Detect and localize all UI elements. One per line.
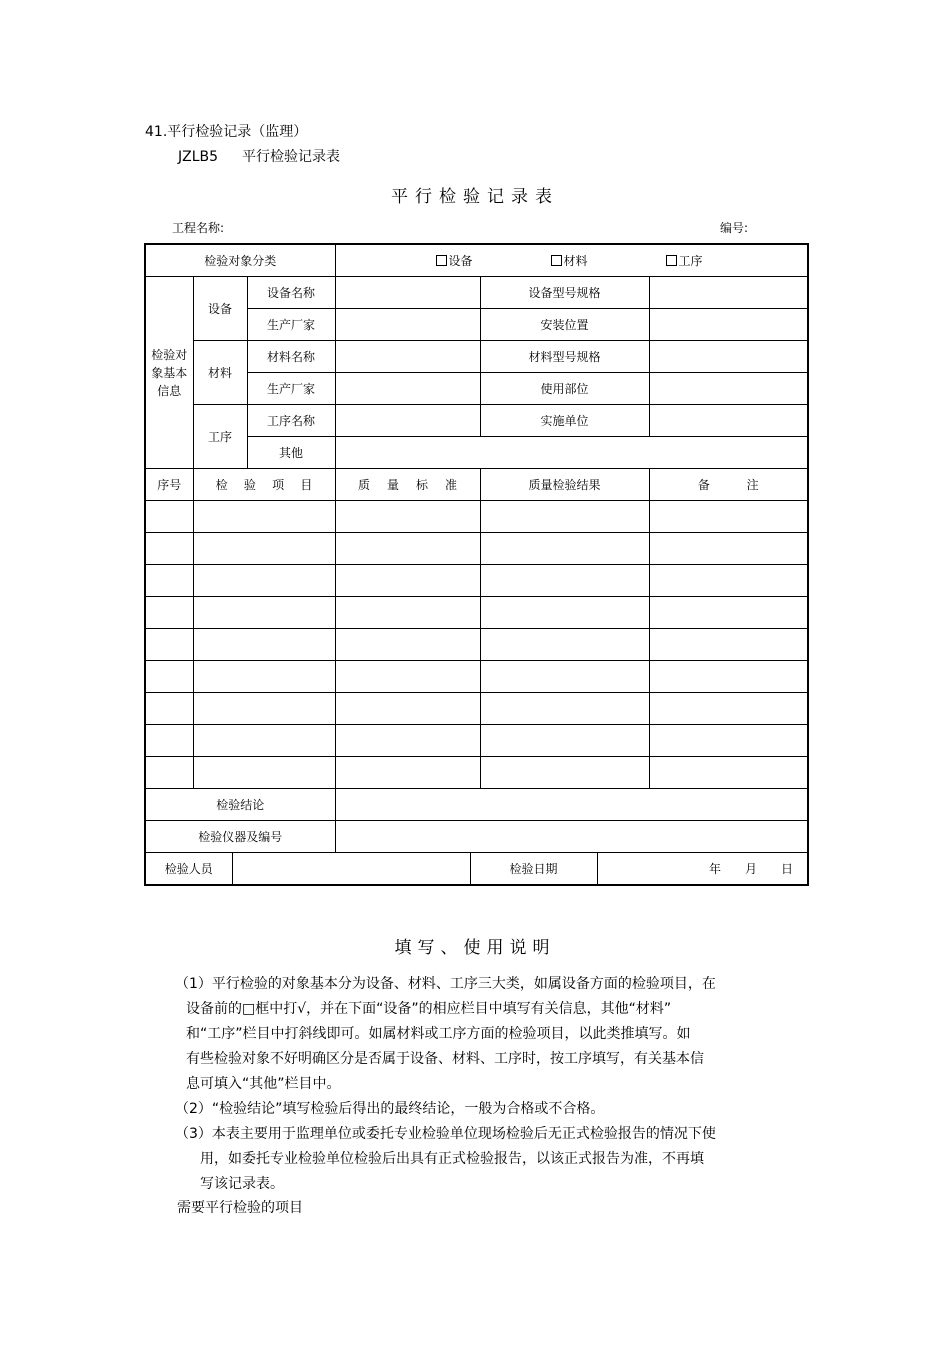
equipment-name-field[interactable]	[335, 277, 480, 309]
instruction-2: （2）“检验结论”填写检验后得出的最终结论，一般为合格或不合格。	[175, 1101, 605, 1117]
seq-cell[interactable]	[145, 565, 193, 597]
equipment-location-label: 安装位置	[480, 309, 649, 341]
process-row-1	[145, 405, 808, 437]
seq-cell[interactable]	[145, 725, 193, 757]
result-cell[interactable]	[480, 533, 649, 565]
seq-cell[interactable]	[145, 693, 193, 725]
column-header-row	[145, 469, 808, 501]
other-field[interactable]	[335, 437, 808, 469]
signature-cell	[145, 853, 808, 886]
item-cell[interactable]	[193, 533, 335, 565]
item-cell[interactable]	[193, 725, 335, 757]
process-name-field[interactable]	[335, 405, 480, 437]
equipment-location-field[interactable]	[649, 309, 808, 341]
project-name-label: 工程名称:	[172, 221, 225, 235]
item-cell[interactable]	[193, 661, 335, 693]
standard-cell[interactable]	[335, 757, 480, 789]
standard-cell[interactable]	[335, 565, 480, 597]
equipment-model-label: 设备型号规格	[480, 277, 649, 309]
seq-cell[interactable]	[145, 757, 193, 789]
section-heading: 41.平行检验记录（监理）	[145, 124, 308, 140]
item-cell[interactable]	[193, 693, 335, 725]
category-option-process[interactable]: 工序	[666, 252, 781, 269]
note-cell[interactable]	[649, 693, 808, 725]
category-row	[145, 244, 808, 277]
note-cell[interactable]	[649, 597, 808, 629]
checkbox-icon[interactable]	[436, 255, 447, 266]
signature-row	[145, 853, 808, 886]
table-row	[145, 565, 808, 597]
category-option-equipment[interactable]: 设备	[436, 252, 551, 269]
table-row	[145, 629, 808, 661]
standard-cell[interactable]	[335, 693, 480, 725]
table-row	[145, 597, 808, 629]
note-cell[interactable]	[649, 629, 808, 661]
col-note: 备 注	[649, 469, 808, 501]
checkbox-icon[interactable]	[551, 255, 562, 266]
footer-note: 需要平行检验的项目	[177, 1200, 303, 1216]
result-cell[interactable]	[480, 565, 649, 597]
note-cell[interactable]	[649, 533, 808, 565]
process-unit-label: 实施单位	[480, 405, 649, 437]
instructions-body	[175, 972, 750, 1197]
note-cell[interactable]	[649, 757, 808, 789]
equipment-maker-label: 生产厂家	[247, 309, 335, 341]
inspection-items	[145, 501, 808, 789]
conclusion-field[interactable]	[335, 789, 808, 821]
instruction-1-line-4: 有些检验对象不好明确区分是否属于设备、材料、工序时，按工序填写，有关基本信	[186, 1051, 704, 1067]
material-model-field[interactable]	[649, 341, 808, 373]
category-option-material[interactable]: 材料	[551, 252, 666, 269]
note-cell[interactable]	[649, 565, 808, 597]
instrument-field[interactable]	[335, 821, 808, 853]
result-cell[interactable]	[480, 661, 649, 693]
col-seq: 序号	[145, 469, 193, 501]
item-cell[interactable]	[193, 629, 335, 661]
note-cell[interactable]	[649, 501, 808, 533]
instruction-3-line-1: （3）本表主要用于监理单位或委托专业检验单位现场检验后无正式检验报告的情况下使	[175, 1126, 716, 1142]
equipment-name-label: 设备名称	[247, 277, 335, 309]
material-usage-field[interactable]	[649, 373, 808, 405]
result-cell[interactable]	[480, 725, 649, 757]
table-row	[145, 533, 808, 565]
instructions-title: 填写、使用说明	[394, 938, 556, 958]
equipment-group-label: 设备	[193, 277, 247, 341]
standard-cell[interactable]	[335, 597, 480, 629]
other-label: 其他	[247, 437, 335, 469]
conclusion-label: 检验结论	[145, 789, 335, 821]
col-item: 检 验 项 目	[193, 469, 335, 501]
inspector-label: 检验人员	[146, 853, 232, 884]
seq-cell[interactable]	[145, 501, 193, 533]
instruction-1-line-2: 设备前的□框中打√，并在下面“设备”的相应栏目中填写有关信息，其他“材料”	[186, 1001, 672, 1017]
table-row	[145, 693, 808, 725]
table-row	[145, 757, 808, 789]
seq-cell[interactable]	[145, 661, 193, 693]
item-cell[interactable]	[193, 501, 335, 533]
instrument-label: 检验仪器及编号	[145, 821, 335, 853]
instruction-3-line-3: 写该记录表。	[200, 1176, 284, 1192]
material-name-label: 材料名称	[247, 341, 335, 373]
result-cell[interactable]	[480, 597, 649, 629]
equipment-maker-field[interactable]	[335, 309, 480, 341]
standard-cell[interactable]	[335, 725, 480, 757]
item-cell[interactable]	[193, 597, 335, 629]
form-code-line	[178, 146, 340, 166]
category-options	[335, 244, 808, 277]
item-cell[interactable]	[193, 565, 335, 597]
seq-cell[interactable]	[145, 597, 193, 629]
material-group-label: 材料	[193, 341, 247, 405]
item-cell[interactable]	[193, 757, 335, 789]
material-model-label: 材料型号规格	[480, 341, 649, 373]
seq-cell[interactable]	[145, 533, 193, 565]
instruction-1-line-1: （1）平行检验的对象基本分为设备、材料、工序三大类，如属设备方面的检验项目，在	[175, 976, 716, 992]
note-cell[interactable]	[649, 725, 808, 757]
table-row	[145, 661, 808, 693]
standard-cell[interactable]	[335, 629, 480, 661]
inspector-field[interactable]	[232, 853, 470, 884]
date-label: 检验日期	[470, 853, 597, 884]
instruction-3-line-2: 用，如委托专业检验单位检验后出具有正式检验报告，以该正式报告为准，不再填	[200, 1151, 704, 1167]
process-name-label: 工序名称	[247, 405, 335, 437]
standard-cell[interactable]	[335, 661, 480, 693]
note-cell[interactable]	[649, 661, 808, 693]
equipment-row-1	[145, 277, 808, 309]
inspection-record-table	[144, 243, 809, 886]
process-group-label: 工序	[193, 405, 247, 469]
col-result: 质量检验结果	[480, 469, 649, 501]
col-standard: 质 量 标 准	[335, 469, 480, 501]
date-field[interactable]: 年 月 日	[708, 862, 794, 876]
table-row	[145, 501, 808, 533]
material-usage-label: 使用部位	[480, 373, 649, 405]
category-label: 检验对象分类	[145, 244, 335, 277]
material-maker-label: 生产厂家	[247, 373, 335, 405]
instruction-1-line-5: 息可填入“其他”栏目中。	[186, 1076, 341, 1092]
process-unit-field[interactable]	[649, 405, 808, 437]
instrument-row	[145, 821, 808, 853]
result-cell[interactable]	[480, 693, 649, 725]
seq-cell[interactable]	[145, 629, 193, 661]
basic-info-label: 检验对 象基本 信息	[145, 277, 193, 469]
standard-cell[interactable]	[335, 501, 480, 533]
material-row-1	[145, 341, 808, 373]
standard-cell[interactable]	[335, 533, 480, 565]
equipment-model-field[interactable]	[649, 277, 808, 309]
material-maker-field[interactable]	[335, 373, 480, 405]
conclusion-row	[145, 789, 808, 821]
form-name: 平行检验记录表	[242, 149, 341, 165]
result-cell[interactable]	[480, 757, 649, 789]
result-cell[interactable]	[480, 629, 649, 661]
form-title: 平行检验记录表	[391, 187, 559, 207]
result-cell[interactable]	[480, 501, 649, 533]
form-number-label: 编号:	[720, 221, 749, 235]
material-name-field[interactable]	[335, 341, 480, 373]
instruction-1-line-3: 和“工序”栏目中打斜线即可。如属材料或工序方面的检验项目，以此类推填写。如	[186, 1026, 691, 1042]
checkbox-icon[interactable]	[666, 255, 677, 266]
form-code: JZLB5	[178, 149, 219, 165]
table-row	[145, 725, 808, 757]
